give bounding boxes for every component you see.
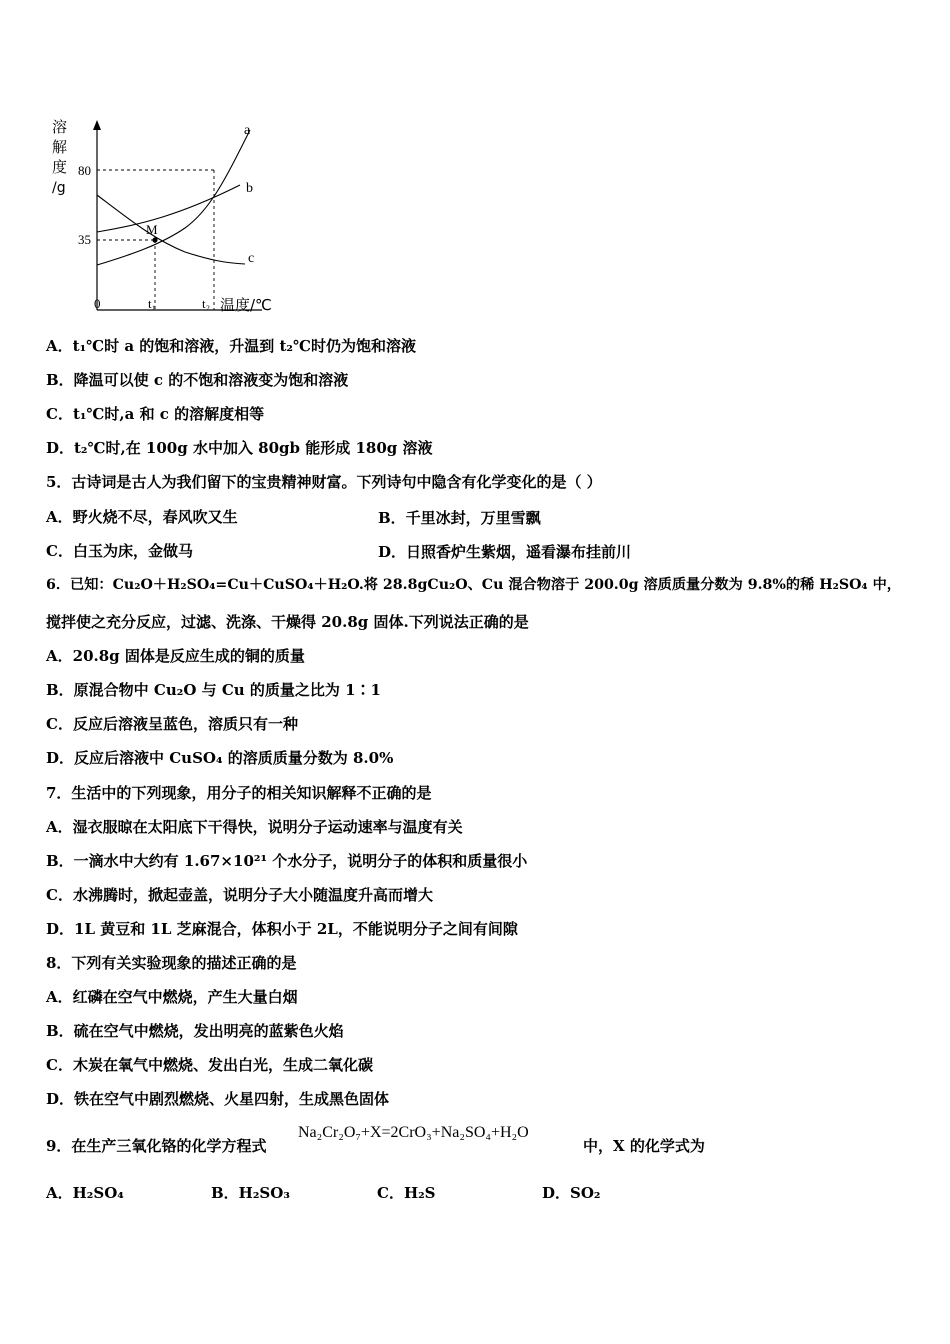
solubility-graph	[40, 110, 290, 320]
q8-option-a: A．红磷在空气中燃烧，产生大量白烟	[46, 988, 298, 1006]
q7-option-c: C．水沸腾时，掀起壶盖，说明分子大小随温度升高而增大	[46, 886, 433, 904]
q9-equation: Na₂Cr₂O₇+X=2CrO₃+Na₂SO₄+H₂O	[298, 1124, 529, 1141]
curve-c-label: c	[248, 251, 255, 266]
point-m-label: M	[146, 222, 158, 237]
q9-option-c: C．H₂S	[377, 1184, 436, 1202]
q9-option-d: D．SO₂	[542, 1184, 601, 1202]
q4-option-c: C．t₁℃时,a 和 c 的溶解度相等	[46, 405, 265, 423]
q7-option-b: B．一滴水中大约有 1.67×10²¹ 个水分子，说明分子的体积和质量很小	[46, 852, 528, 870]
ylabel-1: 溶	[52, 118, 68, 136]
q6-option-a: A．20.8g 固体是反应生成的铜的质量	[46, 647, 305, 665]
tick-t2: t₂	[202, 296, 211, 311]
q6-option-d: D．反应后溶液中 CuSO₄ 的溶质质量分数为 8.0%	[46, 749, 394, 767]
curve-b	[97, 185, 240, 232]
tick-35: 35	[78, 232, 91, 247]
curve-c	[97, 195, 245, 264]
q5-stem: 5．古诗词是古人为我们留下的宝贵精神财富。下列诗句中隐含有化学变化的是（ ）	[46, 473, 602, 491]
q8-option-c: C．木炭在氧气中燃烧、发出白光，生成二氧化碳	[46, 1056, 373, 1074]
q7-stem: 7．生活中的下列现象，用分子的相关知识解释不正确的是	[46, 784, 432, 802]
q6-option-b: B．原混合物中 Cu₂O 与 Cu 的质量之比为 1∶1	[46, 681, 381, 699]
q6-stem-2: 搅拌使之充分反应，过滤、洗涤、干燥得 20.8g 固体.下列说法正确的是	[46, 613, 529, 631]
q6-option-c: C．反应后溶液呈蓝色，溶质只有一种	[46, 715, 298, 733]
q4-option-d: D．t₂℃时,在 100g 水中加入 80gb 能形成 180g 溶液	[46, 439, 433, 457]
q5-option-b: B．千里冰封，万里雪飘	[378, 509, 541, 527]
q9-option-b: B．H₂SO₃	[211, 1184, 290, 1202]
ylabel-3: 度	[52, 158, 68, 176]
y-axis-arrow	[93, 120, 101, 130]
q8-option-b: B．硫在空气中燃烧，发出明亮的蓝紫色火焰	[46, 1022, 344, 1040]
q5-option-d: D．日照香炉生紫烟，遥看瀑布挂前川	[378, 543, 632, 561]
tick-80: 80	[78, 163, 91, 178]
q6-stem-1: 6．已知：Cu₂O＋H₂SO₄=Cu＋CuSO₄＋H₂O.将 28.8gCu₂O、Cu 混合物溶于 200.0g 溶质质量分数为 9.8%的稀 H₂SO₄ 中，	[46, 577, 901, 593]
point-m	[152, 237, 157, 242]
curve-a	[97, 130, 250, 265]
q9-stem-pre: 9．在生产三氧化铬的化学方程式	[46, 1137, 267, 1155]
ylabel-4: /g	[52, 180, 66, 196]
q7-option-d: D．1L 黄豆和 1L 芝麻混合，体积小于 2L，不能说明分子之间有间隙	[46, 920, 518, 938]
q8-option-d: D．铁在空气中剧烈燃烧、火星四射，生成黑色固体	[46, 1090, 390, 1108]
tick-origin: 0	[94, 296, 101, 311]
xlabel: 温度/℃	[220, 296, 272, 314]
q5-option-c: C．白玉为床，金做马	[46, 542, 193, 560]
q4-option-b: B．降温可以使 c 的不饱和溶液变为饱和溶液	[46, 371, 349, 389]
q4-option-a: A．t₁℃时 a 的饱和溶液，升温到 t₂℃时仍为饱和溶液	[46, 337, 416, 355]
ylabel-2: 解	[52, 138, 68, 156]
q7-option-a: A．湿衣服晾在太阳底下干得快，说明分子运动速率与温度有关	[46, 818, 463, 836]
q9-option-a: A．H₂SO₄	[46, 1184, 124, 1202]
curve-a-label: a	[244, 123, 251, 138]
tick-t1: t₁	[148, 296, 157, 311]
q8-stem: 8．下列有关实验现象的描述正确的是	[46, 954, 297, 972]
q9-stem-post: 中，X 的化学式为	[583, 1137, 705, 1155]
q5-option-a: A．野火烧不尽，春风吹又生	[46, 508, 238, 526]
curve-b-label: b	[246, 181, 253, 196]
